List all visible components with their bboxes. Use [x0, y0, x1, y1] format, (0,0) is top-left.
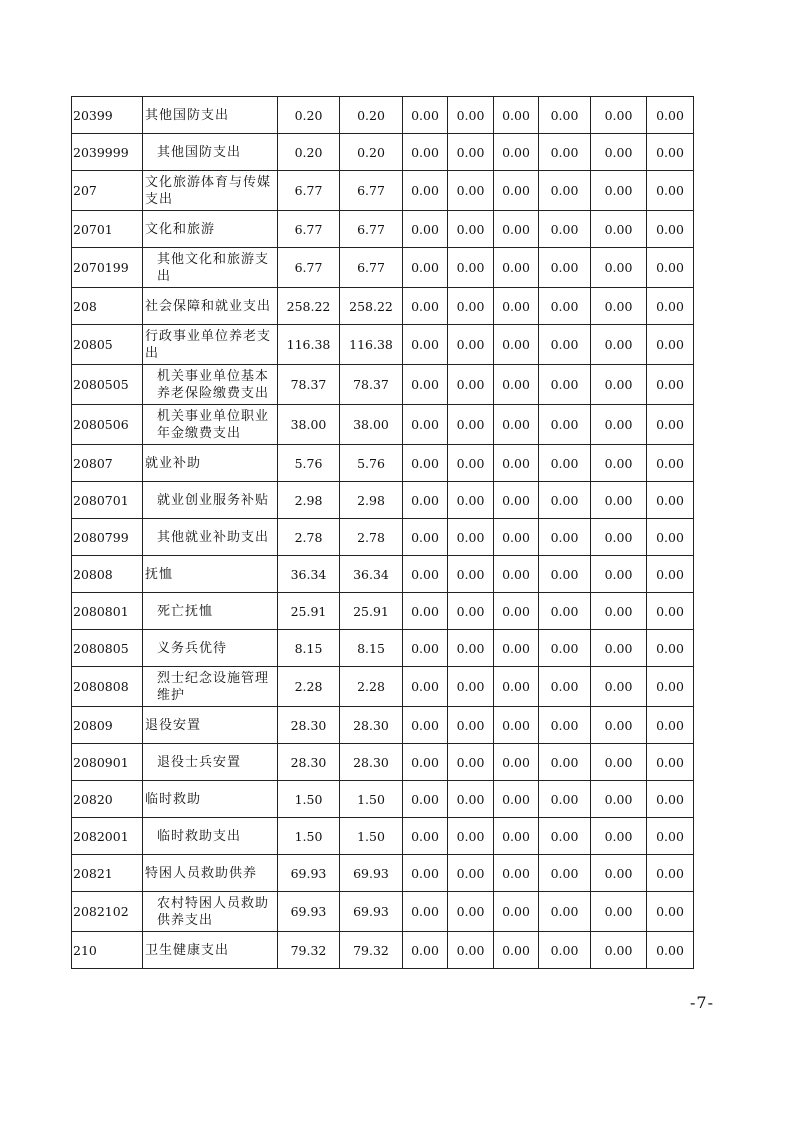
amount-cell: 0.00: [448, 405, 494, 445]
amount-cell: 0.00: [591, 744, 647, 781]
amount-cell: 69.93: [340, 892, 403, 932]
subject-name: 死亡抚恤: [143, 593, 278, 630]
amount-cell: 6.77: [340, 211, 403, 248]
amount-cell: 0.00: [647, 482, 694, 519]
amount-cell: 0.00: [539, 630, 591, 667]
amount-cell: 258.22: [278, 288, 340, 325]
amount-cell: 38.00: [278, 405, 340, 445]
amount-cell: 116.38: [340, 325, 403, 365]
amount-cell: 0.00: [494, 744, 539, 781]
amount-cell: 0.00: [448, 519, 494, 556]
amount-cell: 0.00: [403, 630, 448, 667]
amount-cell: 0.00: [647, 325, 694, 365]
subject-code: 20809: [72, 707, 143, 744]
amount-cell: 0.00: [494, 556, 539, 593]
amount-cell: 0.00: [403, 445, 448, 482]
amount-cell: 8.15: [278, 630, 340, 667]
amount-cell: 0.00: [591, 325, 647, 365]
amount-cell: 0.00: [494, 482, 539, 519]
subject-name: 农村特困人员救助供养支出: [143, 892, 278, 932]
amount-cell: 6.77: [340, 248, 403, 288]
amount-cell: 6.77: [340, 171, 403, 211]
table-row: [72, 405, 694, 445]
amount-cell: 0.00: [494, 932, 539, 969]
subject-name: 其他国防支出: [143, 97, 278, 134]
subject-name: 卫生健康支出: [143, 932, 278, 969]
amount-cell: 0.00: [647, 288, 694, 325]
amount-cell: 0.00: [494, 593, 539, 630]
subject-name: 抚恤: [143, 556, 278, 593]
amount-cell: 0.00: [494, 171, 539, 211]
amount-cell: 0.00: [448, 171, 494, 211]
amount-cell: 0.00: [494, 667, 539, 707]
amount-cell: 0.00: [647, 211, 694, 248]
subject-name: 行政事业单位养老支出: [143, 325, 278, 365]
amount-cell: 0.00: [403, 781, 448, 818]
table-row: [72, 892, 694, 932]
amount-cell: 0.00: [539, 593, 591, 630]
table-row: [72, 667, 694, 707]
table-body: [72, 97, 694, 969]
amount-cell: 0.00: [591, 97, 647, 134]
subject-name: 退役士兵安置: [143, 744, 278, 781]
amount-cell: 0.00: [448, 556, 494, 593]
amount-cell: 1.50: [340, 781, 403, 818]
amount-cell: 5.76: [340, 445, 403, 482]
amount-cell: 0.00: [403, 744, 448, 781]
table-row: [72, 97, 694, 134]
amount-cell: 0.00: [591, 892, 647, 932]
subject-code: 20399: [72, 97, 143, 134]
amount-cell: 0.00: [403, 519, 448, 556]
subject-code: 2080801: [72, 593, 143, 630]
amount-cell: 0.00: [403, 405, 448, 445]
amount-cell: 0.00: [539, 855, 591, 892]
amount-cell: 6.77: [278, 211, 340, 248]
table-row: [72, 482, 694, 519]
amount-cell: 0.00: [403, 855, 448, 892]
amount-cell: 1.50: [278, 818, 340, 855]
subject-code: 20805: [72, 325, 143, 365]
subject-name: 其他文化和旅游支出: [143, 248, 278, 288]
amount-cell: 28.30: [278, 744, 340, 781]
table-row: [72, 781, 694, 818]
amount-cell: 0.00: [539, 288, 591, 325]
amount-cell: 36.34: [340, 556, 403, 593]
amount-cell: 0.00: [591, 932, 647, 969]
subject-name: 文化旅游体育与传媒支出: [143, 171, 278, 211]
amount-cell: 0.00: [403, 171, 448, 211]
amount-cell: 25.91: [278, 593, 340, 630]
amount-cell: 0.00: [403, 288, 448, 325]
amount-cell: 0.00: [539, 325, 591, 365]
amount-cell: 2.78: [340, 519, 403, 556]
subject-code: 2080805: [72, 630, 143, 667]
amount-cell: 0.00: [591, 818, 647, 855]
subject-name: 其他就业补助支出: [143, 519, 278, 556]
amount-cell: 78.37: [278, 365, 340, 405]
amount-cell: 0.20: [340, 134, 403, 171]
subject-code: 2080799: [72, 519, 143, 556]
amount-cell: 0.00: [591, 248, 647, 288]
amount-cell: 0.00: [403, 892, 448, 932]
subject-code: 2080901: [72, 744, 143, 781]
amount-cell: 0.00: [591, 134, 647, 171]
amount-cell: 0.00: [647, 171, 694, 211]
amount-cell: 0.00: [647, 248, 694, 288]
amount-cell: 0.20: [340, 97, 403, 134]
subject-name: 机关事业单位基本养老保险缴费支出: [143, 365, 278, 405]
table-row: [72, 519, 694, 556]
subject-code: 2070199: [72, 248, 143, 288]
amount-cell: 0.00: [494, 707, 539, 744]
subject-code: 20820: [72, 781, 143, 818]
amount-cell: 0.00: [448, 211, 494, 248]
amount-cell: 25.91: [340, 593, 403, 630]
amount-cell: 0.00: [591, 855, 647, 892]
amount-cell: 0.00: [494, 288, 539, 325]
amount-cell: 69.93: [340, 855, 403, 892]
amount-cell: 0.00: [647, 593, 694, 630]
table-row: [72, 288, 694, 325]
subject-code: 20821: [72, 855, 143, 892]
amount-cell: 36.34: [278, 556, 340, 593]
amount-cell: 0.00: [494, 818, 539, 855]
amount-cell: 0.00: [539, 134, 591, 171]
amount-cell: 0.00: [494, 892, 539, 932]
amount-cell: 0.00: [403, 134, 448, 171]
amount-cell: 0.00: [403, 365, 448, 405]
amount-cell: 0.00: [403, 818, 448, 855]
amount-cell: 0.00: [647, 781, 694, 818]
amount-cell: 2.98: [340, 482, 403, 519]
amount-cell: 0.00: [448, 288, 494, 325]
amount-cell: 0.00: [539, 445, 591, 482]
table-row: [72, 932, 694, 969]
amount-cell: 0.00: [591, 482, 647, 519]
amount-cell: 2.28: [278, 667, 340, 707]
amount-cell: 0.00: [448, 818, 494, 855]
amount-cell: 0.00: [448, 365, 494, 405]
amount-cell: 258.22: [340, 288, 403, 325]
table-row: [72, 211, 694, 248]
amount-cell: 0.20: [278, 97, 340, 134]
amount-cell: 0.00: [448, 667, 494, 707]
table-row: [72, 134, 694, 171]
subject-code: 20701: [72, 211, 143, 248]
amount-cell: 0.00: [591, 593, 647, 630]
subject-name: 机关事业单位职业年金缴费支出: [143, 405, 278, 445]
table-row: [72, 707, 694, 744]
amount-cell: 0.00: [539, 932, 591, 969]
amount-cell: 0.00: [403, 97, 448, 134]
amount-cell: 0.00: [647, 667, 694, 707]
subject-name: 其他国防支出: [143, 134, 278, 171]
amount-cell: 0.00: [539, 818, 591, 855]
amount-cell: 0.00: [591, 211, 647, 248]
amount-cell: 0.00: [647, 855, 694, 892]
subject-name: 烈士纪念设施管理维护: [143, 667, 278, 707]
subject-name: 临时救助: [143, 781, 278, 818]
amount-cell: 0.00: [494, 248, 539, 288]
subject-code: 2080505: [72, 365, 143, 405]
table-row: [72, 445, 694, 482]
amount-cell: 0.00: [403, 248, 448, 288]
amount-cell: 0.00: [647, 97, 694, 134]
amount-cell: 0.00: [647, 365, 694, 405]
amount-cell: 0.00: [403, 325, 448, 365]
amount-cell: 0.00: [494, 325, 539, 365]
amount-cell: 0.00: [647, 630, 694, 667]
amount-cell: 0.00: [591, 288, 647, 325]
amount-cell: 0.00: [539, 248, 591, 288]
amount-cell: 0.00: [448, 97, 494, 134]
amount-cell: 0.00: [403, 211, 448, 248]
budget-table: [71, 96, 694, 969]
amount-cell: 28.30: [340, 707, 403, 744]
table-row: [72, 593, 694, 630]
amount-cell: 0.00: [647, 932, 694, 969]
amount-cell: 0.00: [494, 134, 539, 171]
amount-cell: 0.00: [403, 667, 448, 707]
subject-code: 20808: [72, 556, 143, 593]
amount-cell: 0.00: [448, 744, 494, 781]
amount-cell: 0.00: [494, 855, 539, 892]
amount-cell: 0.00: [647, 519, 694, 556]
amount-cell: 0.00: [647, 744, 694, 781]
subject-name: 就业补助: [143, 445, 278, 482]
amount-cell: 0.00: [591, 445, 647, 482]
subject-code: 2082001: [72, 818, 143, 855]
subject-code: 2082102: [72, 892, 143, 932]
amount-cell: 0.00: [539, 97, 591, 134]
amount-cell: 0.00: [539, 744, 591, 781]
amount-cell: 38.00: [340, 405, 403, 445]
amount-cell: 0.00: [591, 707, 647, 744]
amount-cell: 69.93: [278, 855, 340, 892]
amount-cell: 0.00: [403, 593, 448, 630]
page-number: -7-: [690, 993, 714, 1012]
amount-cell: 28.30: [278, 707, 340, 744]
table-row: [72, 171, 694, 211]
subject-code: 2080506: [72, 405, 143, 445]
amount-cell: 116.38: [278, 325, 340, 365]
amount-cell: 0.00: [591, 556, 647, 593]
subject-name: 特困人员救助供养: [143, 855, 278, 892]
amount-cell: 0.00: [403, 932, 448, 969]
amount-cell: 0.00: [448, 892, 494, 932]
amount-cell: 69.93: [278, 892, 340, 932]
amount-cell: 0.00: [539, 365, 591, 405]
amount-cell: 0.00: [591, 171, 647, 211]
amount-cell: 0.00: [494, 365, 539, 405]
amount-cell: 0.00: [647, 556, 694, 593]
amount-cell: 1.50: [340, 818, 403, 855]
amount-cell: 0.00: [448, 855, 494, 892]
amount-cell: 2.98: [278, 482, 340, 519]
amount-cell: 0.00: [539, 781, 591, 818]
subject-code: 207: [72, 171, 143, 211]
amount-cell: 79.32: [278, 932, 340, 969]
amount-cell: 0.00: [448, 932, 494, 969]
amount-cell: 0.00: [494, 97, 539, 134]
amount-cell: 0.00: [591, 667, 647, 707]
amount-cell: 0.00: [591, 630, 647, 667]
amount-cell: 0.00: [539, 892, 591, 932]
subject-code: 20807: [72, 445, 143, 482]
table-row: [72, 630, 694, 667]
amount-cell: 0.00: [448, 482, 494, 519]
table-row: [72, 744, 694, 781]
amount-cell: 0.00: [591, 519, 647, 556]
amount-cell: 0.00: [539, 482, 591, 519]
subject-name: 退役安置: [143, 707, 278, 744]
subject-code: 2080808: [72, 667, 143, 707]
amount-cell: 78.37: [340, 365, 403, 405]
subject-name: 社会保障和就业支出: [143, 288, 278, 325]
amount-cell: 0.00: [647, 445, 694, 482]
amount-cell: 0.00: [448, 445, 494, 482]
amount-cell: 0.00: [591, 405, 647, 445]
subject-name: 文化和旅游: [143, 211, 278, 248]
amount-cell: 0.00: [448, 248, 494, 288]
amount-cell: 0.00: [539, 211, 591, 248]
amount-cell: 2.78: [278, 519, 340, 556]
amount-cell: 0.00: [539, 667, 591, 707]
amount-cell: 0.00: [647, 818, 694, 855]
subject-name: 临时救助支出: [143, 818, 278, 855]
amount-cell: 6.77: [278, 248, 340, 288]
amount-cell: 0.00: [591, 365, 647, 405]
amount-cell: 5.76: [278, 445, 340, 482]
table-row: [72, 556, 694, 593]
amount-cell: 0.00: [591, 781, 647, 818]
amount-cell: 0.00: [448, 630, 494, 667]
amount-cell: 0.00: [647, 707, 694, 744]
amount-cell: 79.32: [340, 932, 403, 969]
amount-cell: 0.00: [448, 325, 494, 365]
subject-code: 2080701: [72, 482, 143, 519]
amount-cell: 0.00: [494, 781, 539, 818]
table-row: [72, 818, 694, 855]
amount-cell: 0.00: [494, 630, 539, 667]
amount-cell: 0.00: [403, 707, 448, 744]
amount-cell: 0.00: [647, 892, 694, 932]
amount-cell: 28.30: [340, 744, 403, 781]
amount-cell: 1.50: [278, 781, 340, 818]
amount-cell: 0.00: [647, 134, 694, 171]
amount-cell: 0.00: [494, 445, 539, 482]
subject-code: 208: [72, 288, 143, 325]
table-row: [72, 325, 694, 365]
amount-cell: 0.00: [494, 405, 539, 445]
amount-cell: 2.28: [340, 667, 403, 707]
amount-cell: 6.77: [278, 171, 340, 211]
subject-code: 210: [72, 932, 143, 969]
amount-cell: 8.15: [340, 630, 403, 667]
subject-name: 就业创业服务补贴: [143, 482, 278, 519]
amount-cell: 0.00: [494, 519, 539, 556]
amount-cell: 0.00: [494, 211, 539, 248]
amount-cell: 0.00: [448, 593, 494, 630]
amount-cell: 0.00: [403, 482, 448, 519]
table-row: [72, 365, 694, 405]
amount-cell: 0.00: [539, 405, 591, 445]
table-row: [72, 855, 694, 892]
subject-code: 2039999: [72, 134, 143, 171]
subject-name: 义务兵优待: [143, 630, 278, 667]
amount-cell: 0.20: [278, 134, 340, 171]
amount-cell: 0.00: [448, 134, 494, 171]
amount-cell: 0.00: [448, 781, 494, 818]
amount-cell: 0.00: [539, 556, 591, 593]
table-row: [72, 248, 694, 288]
amount-cell: 0.00: [539, 707, 591, 744]
amount-cell: 0.00: [647, 405, 694, 445]
amount-cell: 0.00: [403, 556, 448, 593]
amount-cell: 0.00: [539, 519, 591, 556]
amount-cell: 0.00: [539, 171, 591, 211]
amount-cell: 0.00: [448, 707, 494, 744]
